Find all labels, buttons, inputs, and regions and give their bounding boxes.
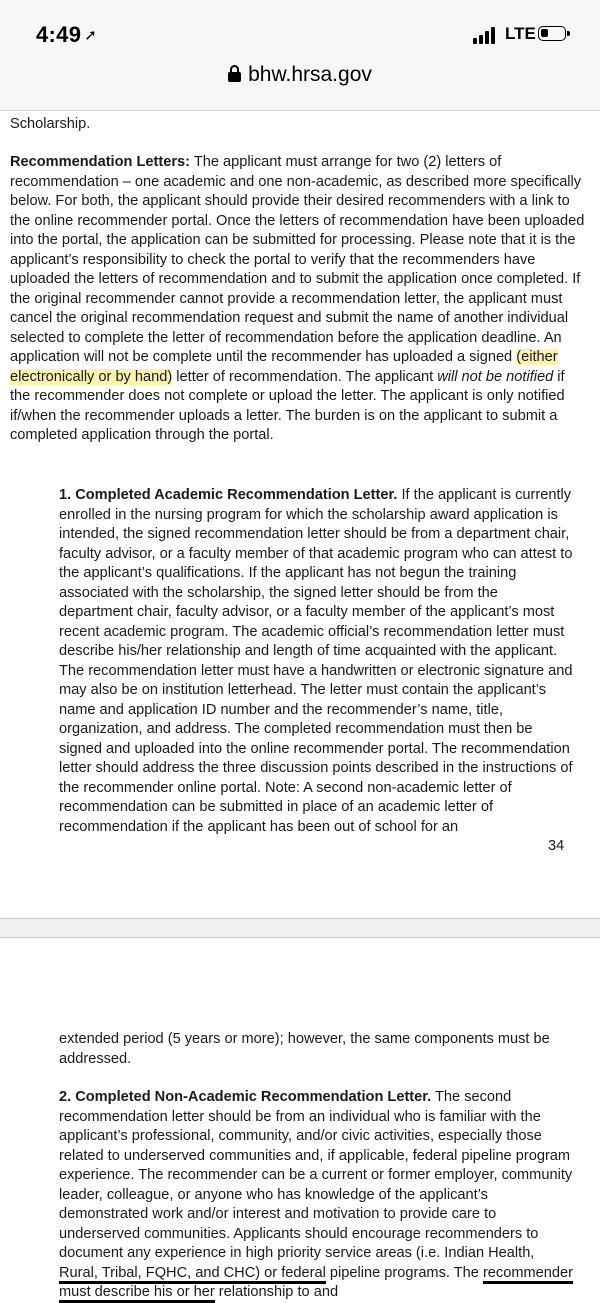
item2-body-2: pipeline programs. The [326, 1265, 483, 1281]
item1-body: If the applicant is currently enrolled in the nursing program for which the scholarship award application is intended, the signed recommendation letter should be from a department chair, faculty advisor, or a faculty member of that academic program who can attest to the applicant’s qualifications. If the applicant has not begun the training associated with the scholarship, the signed letter should be from the department chair, faculty advisor, or a faculty member of the applicant’s most recent academic program. The academic official’s recommendation letter must describe his/her relationship and length of time acquainted with the applicant. The recommendation letter must have a handwritten or electronic signature and may also be on institution letterhead. The letter must contain the applicant’s name and application ID number and the recommender’s name, title, organization, and address. The completed recommendation must then be signed and uploaded into the online recommender portal. The recommendation letter should address the three discussion points described in the instructions of the recommender online portal. Note: A second non-academic letter of recommendation can be submitted in place of an academic letter of recommendation if the applicant has been out of school for an [59, 487, 573, 835]
page-break [0, 918, 600, 938]
scholarship-text: Scholarship. [10, 116, 90, 132]
rec-body-1: The applicant must arrange for two (2) letters of recommendation – one academic and one non-academic, as described more specifically below. For both, the applicant should provide their desired recommenders with a link to the online recommender portal. Once the letters of recommendation have been uploaded into the portal, the application can be submitted for processing. Please note that it is the applicant’s responsibility to check the portal to verify that the recommenders have uploaded the letters of recommendation and to submit the application once completed. If the original recommender cannot provide a recommendation letter, the applicant must cancel the original recommendation request and submit the name of another individual selected to complete the letter of recommendation before the application deadline. An application will not be complete until the recommender has uploaded a signed [10, 154, 584, 365]
browser-status-bar [0, 0, 600, 111]
recommendation-letters-paragraph [10, 153, 585, 446]
address-bar[interactable] [0, 63, 600, 87]
signal-bars-icon [473, 26, 503, 44]
academic-letter-continued [59, 1030, 574, 1069]
item1-title: 1. Completed Academic Recommendation Letter. [59, 487, 397, 503]
network-type: LTE [505, 24, 536, 44]
clock [36, 22, 97, 48]
clock-time: 4:49 [36, 22, 81, 47]
item2-title: 2. Completed Non-Academic Recommendation Letter. [59, 1089, 431, 1105]
academic-letter-item [59, 486, 574, 837]
underlined-text-2: recommender must describe his or her [59, 1265, 573, 1303]
location-arrow-icon: ➚ [84, 27, 97, 44]
page-number: 34 [548, 838, 564, 854]
item2-body-3: relationship to and [215, 1284, 338, 1300]
rec-body-2: letter of recommendation. The applicant [172, 369, 437, 385]
rec-title: Recommendation Letters: [10, 154, 190, 170]
item2-body-1: The second recommendation letter should be from an individual who is familiar with the applicant’s professional, community, and/or civic activities, especially those related to underserved communities and, if applicable, federal pipeline program experience. The recommender can be a current or former employer, community leader, colleague, or anyone who has knowledge of the applicant’s demonstrated work and/or interest and motivation to provide care to underserved communities. Applicants should encourage recommenders to document any experience in high priority service areas (i.e. Indian Health, [59, 1089, 572, 1261]
non-academic-letter-item [59, 1088, 574, 1303]
rec-body-3: if the recommender does not complete or upload the letter. The applicant is only notified if/when the recommender uploads a letter. The burden is on the applicant to submit a completed application through the portal. [10, 369, 565, 444]
url-text[interactable]: bhw.hrsa.gov [248, 63, 372, 86]
underlined-text: Rural, Tribal, FQHC, and CHC) or federal [59, 1265, 326, 1284]
item1-cont: extended period (5 years or more); however, the same components must be addressed. [59, 1031, 550, 1067]
rec-italic: will not be notified [437, 369, 553, 385]
highlighted-text: (either electronically or by hand) [10, 349, 558, 385]
lock-icon [228, 72, 241, 82]
battery-icon [538, 26, 566, 41]
scholarship-line-end [10, 115, 585, 135]
